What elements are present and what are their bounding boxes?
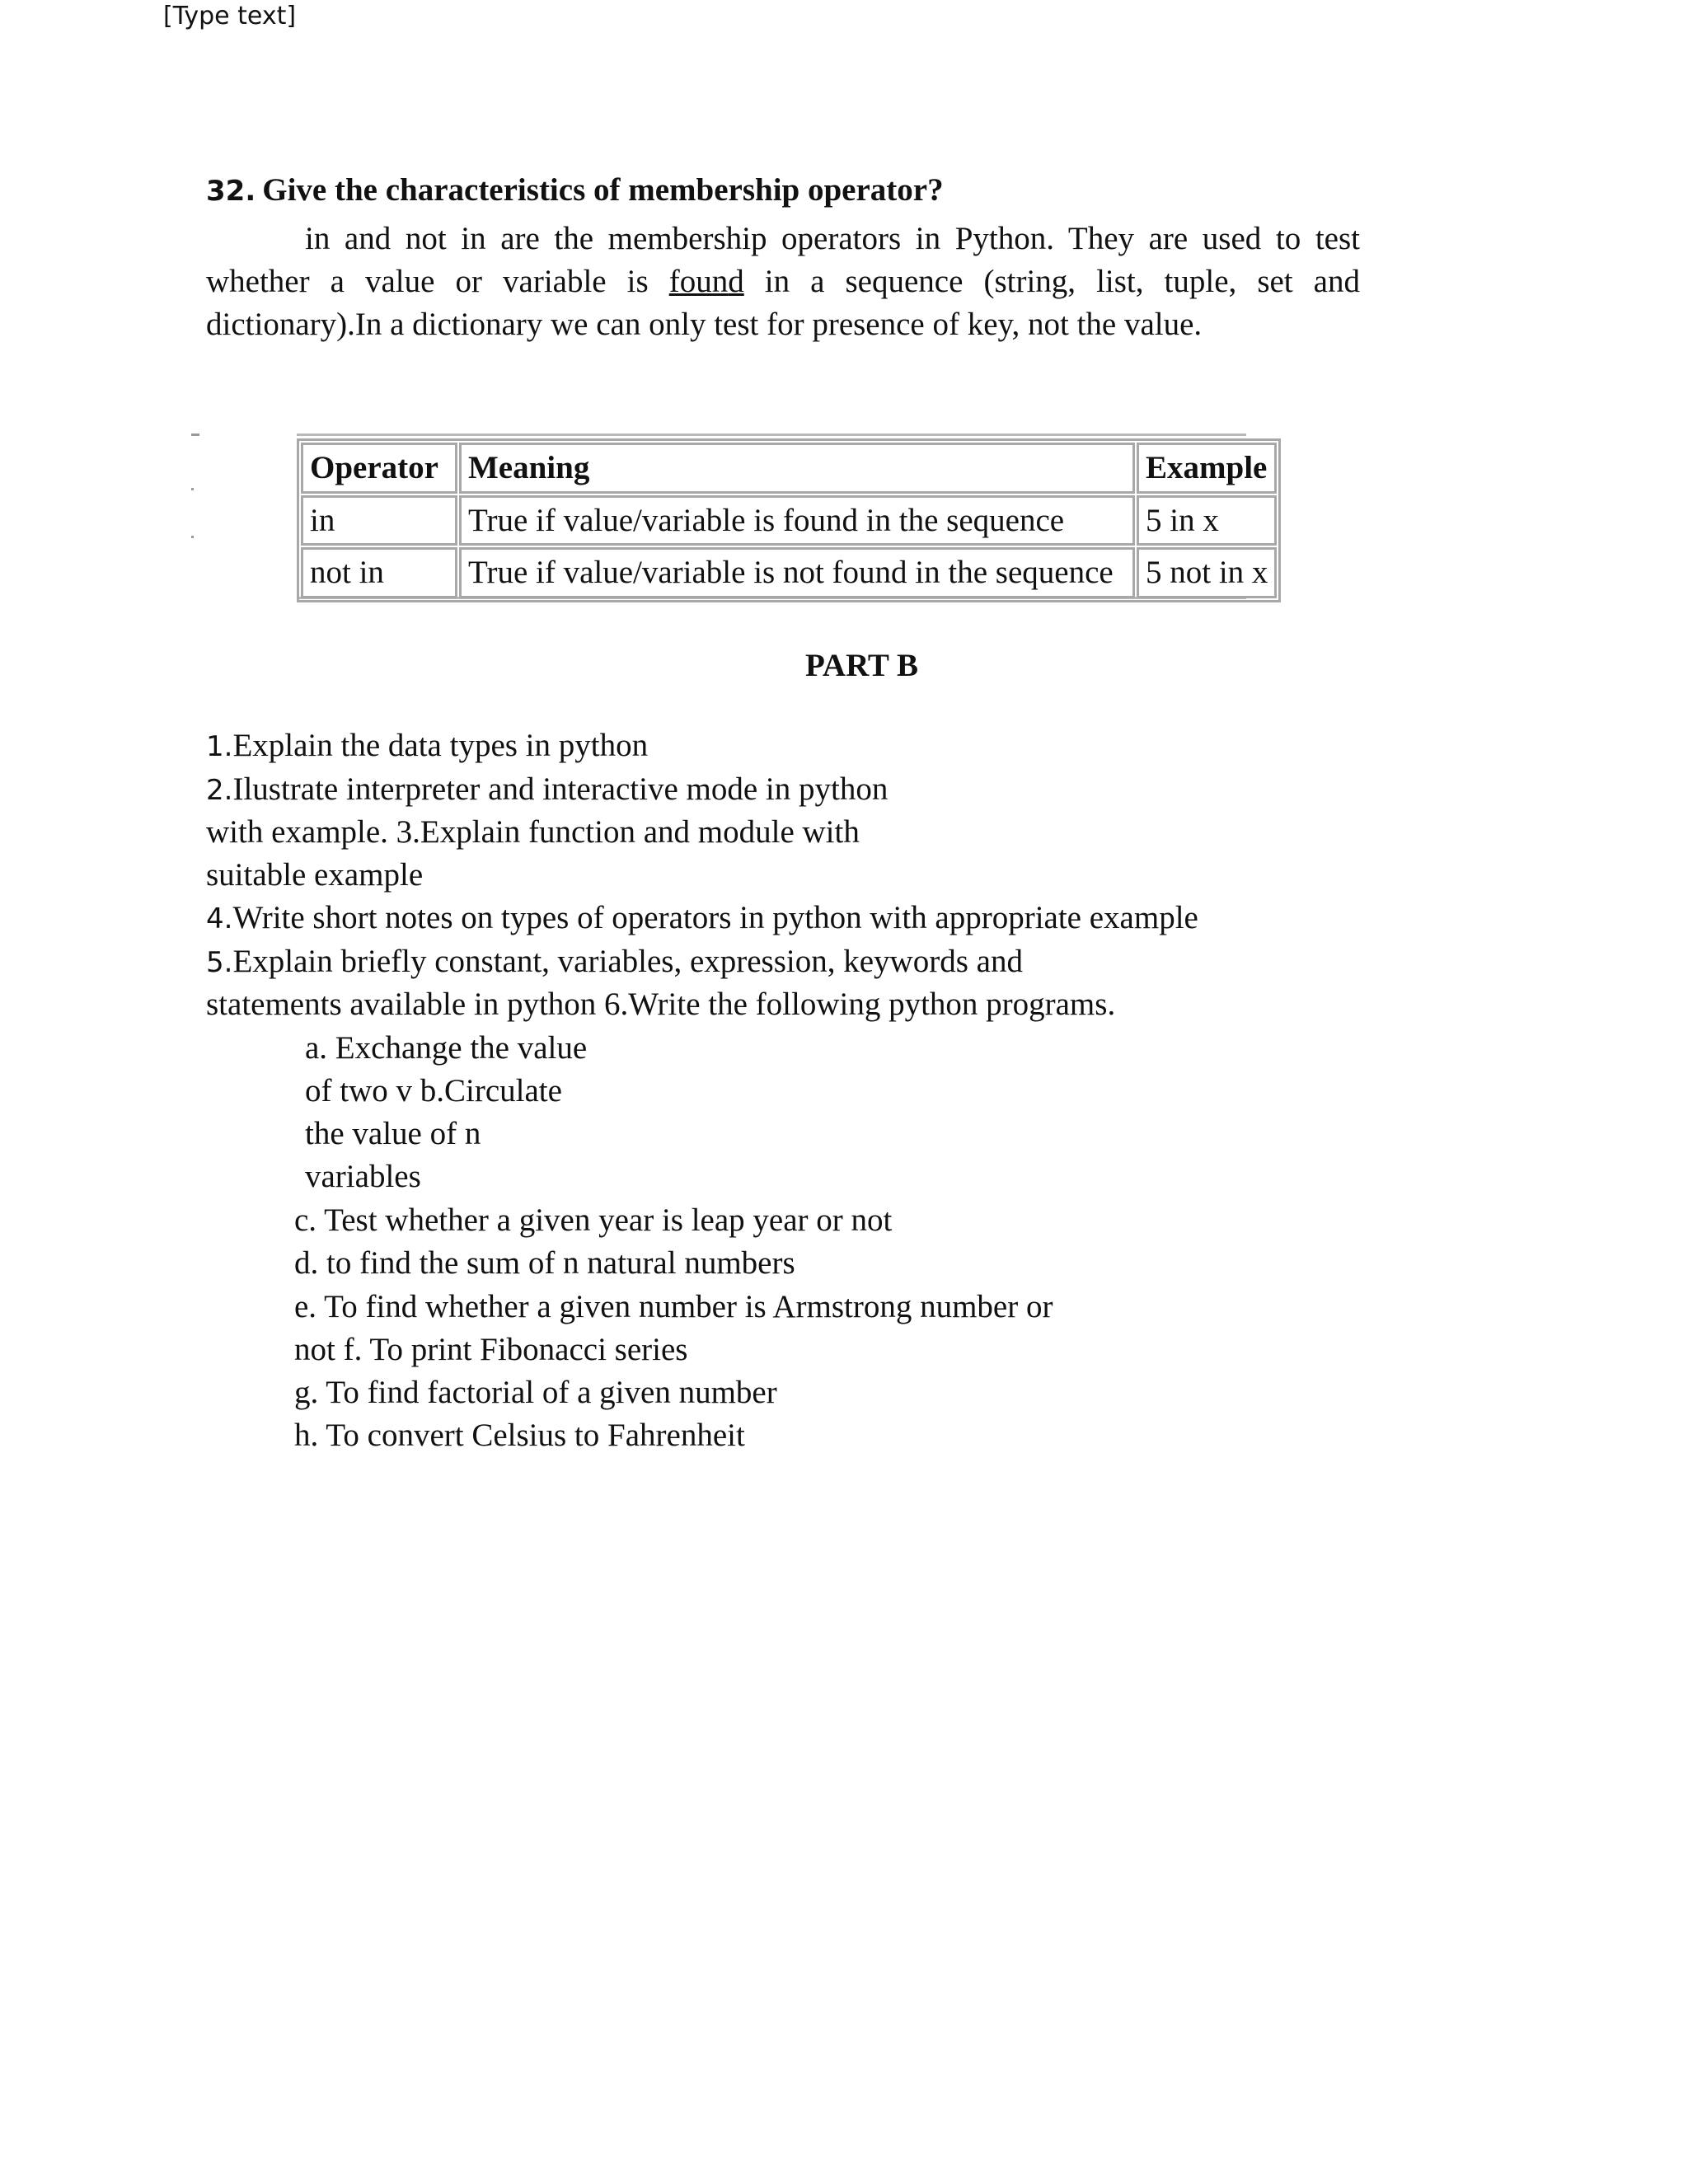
cell-example: 5 not in x — [1137, 547, 1277, 598]
part-b-line-6: 5.Explain briefly constant, variables, expression, keywords and — [206, 944, 1023, 979]
paragraph-line-1: in and not in are the membership operators in Python. They are used to test — [305, 221, 1360, 256]
cell-meaning: True if value/variable is not found in the sequence — [459, 547, 1135, 598]
cell-example: 5 in x — [1137, 495, 1277, 546]
membership-operator-table — [297, 438, 1281, 602]
sub-item-line: of two v b.Circulate — [305, 1073, 562, 1108]
sub-item-line: not f. To print Fibonacci series — [294, 1332, 688, 1367]
table-top-rule — [297, 434, 1246, 436]
sub-item-line: e. To find whether a given number is Armstrong number or — [294, 1289, 1053, 1324]
cell-operator: not in — [301, 547, 457, 598]
part-b-line-2: 2.Ilustrate interpreter and interactive mode in python — [206, 771, 889, 807]
part-b-heading: PART B — [805, 648, 918, 683]
sub-item-line: the value of n — [305, 1116, 481, 1151]
margin-tick — [191, 536, 194, 538]
margin-tick — [191, 488, 194, 490]
header-operator: Operator — [301, 443, 457, 494]
header-example: Example — [1137, 443, 1277, 494]
table-row — [301, 495, 1277, 546]
margin-tick — [191, 434, 199, 436]
question-title: Give the characteristics of membership operator? — [262, 172, 944, 208]
question-number: 32. — [206, 175, 256, 208]
question-heading — [206, 171, 944, 209]
part-b-line-1: 1.Explain the data types in python — [206, 728, 649, 763]
page-header-text: [Type text] — [163, 2, 297, 30]
paragraph-line-2: whether a value or variable is found in a sequence (string, list, tuple, set and — [206, 264, 1360, 299]
sub-item-line: a. Exchange the value — [305, 1030, 588, 1066]
paragraph-line-3: dictionary).In a dictionary we can only test for presence of key, not the value. — [206, 307, 1203, 342]
sub-item-line: g. To find factorial of a given number — [294, 1375, 777, 1410]
cell-operator: in — [301, 495, 457, 546]
sub-item-line: variables — [305, 1159, 421, 1194]
part-b-line-7: statements available in python 6.Write the following python programs. — [206, 987, 1116, 1022]
header-meaning: Meaning — [459, 443, 1135, 494]
part-b-line-3: with example. 3.Explain function and module with — [206, 814, 860, 850]
part-b-line-4: suitable example — [206, 857, 424, 893]
sub-item-line: h. To convert Celsius to Fahrenheit — [294, 1418, 745, 1453]
sub-item-line: c. Test whether a given year is leap year or not — [294, 1202, 893, 1238]
sub-item-line: d. to find the sum of n natural numbers — [294, 1245, 795, 1281]
part-b-line-5: 4.Write short notes on types of operators in python with appropriate example — [206, 900, 1198, 935]
table-header-row — [301, 443, 1277, 494]
table-row — [301, 547, 1277, 598]
cell-meaning: True if value/variable is found in the sequence — [459, 495, 1135, 546]
